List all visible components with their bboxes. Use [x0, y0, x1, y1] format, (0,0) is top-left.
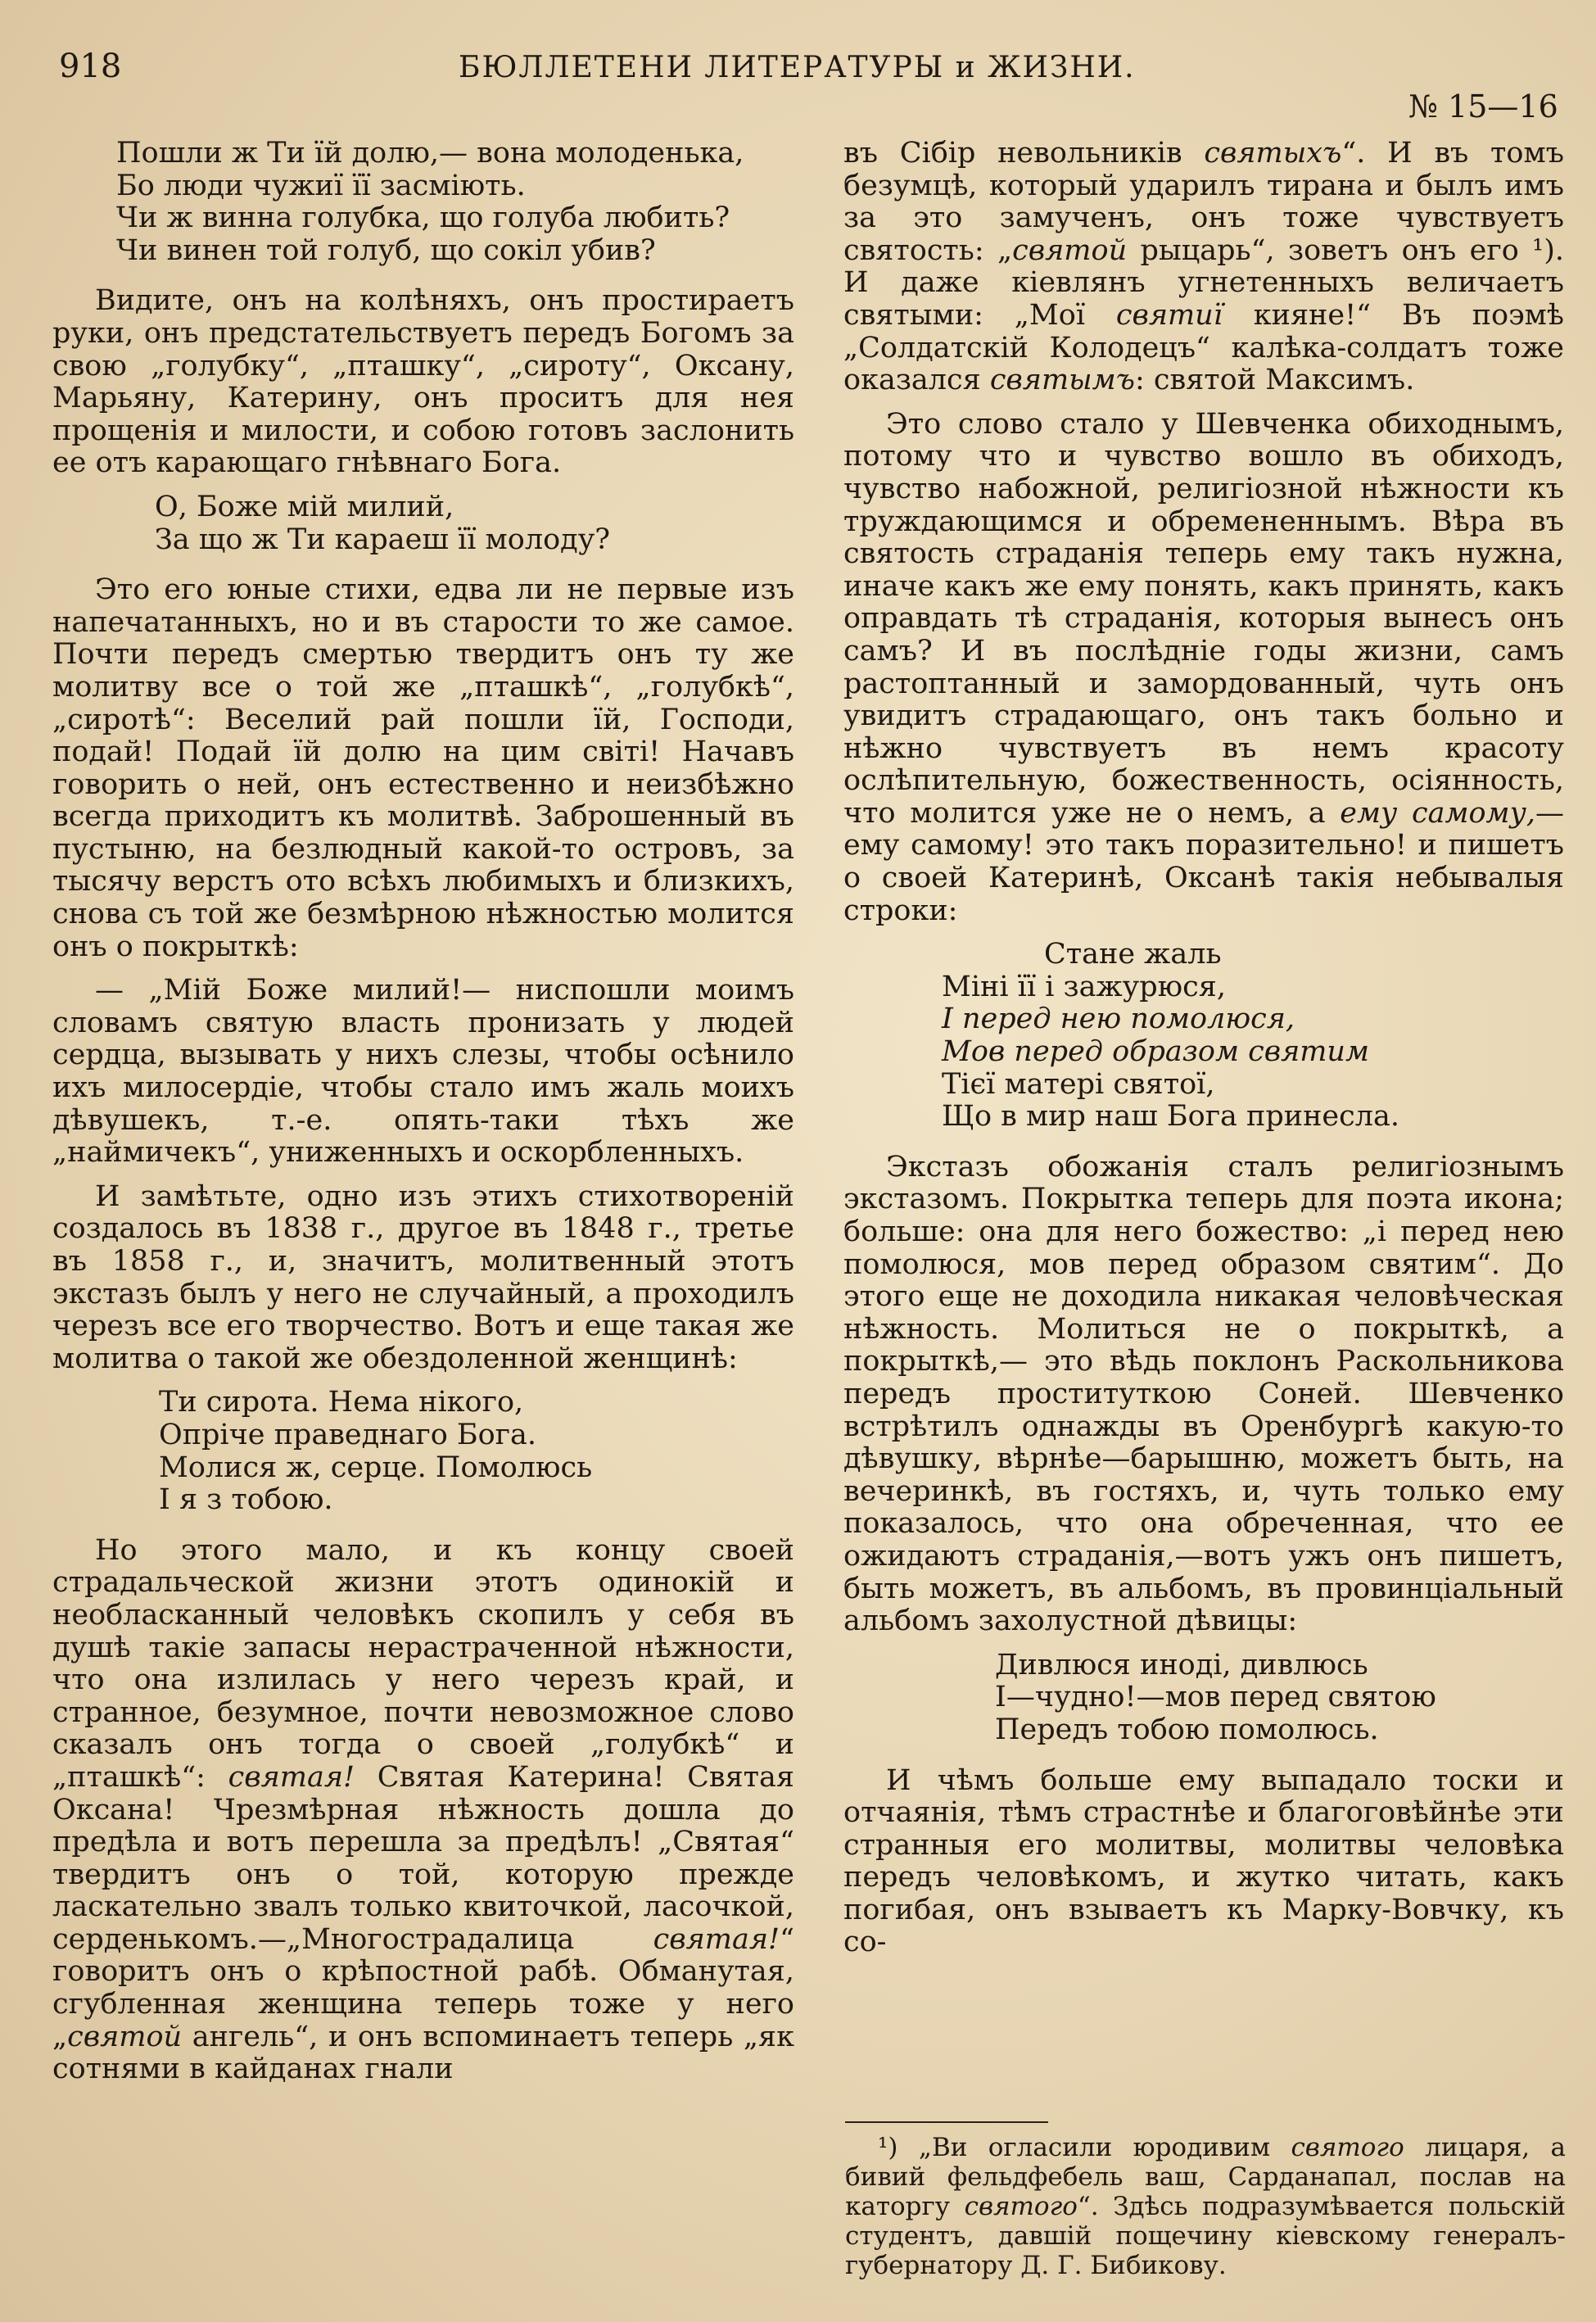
text-run: кияне!“ Въ поэмѣ „Солдатскій Колодецъ“ калѣка-солдатъ тоже оказался	[843, 298, 1564, 397]
footnote-rule	[845, 2121, 1048, 2123]
verse-line: І я з тобою.	[159, 1483, 333, 1517]
paragraph: Экстазъ обожанія сталъ религіознымъ экстазомъ. Покрытка теперь для поэта икона; больше: она для него божество: „і перед нею помолюся, мов перед образом святим“. До этого еще не доходила никакая человѣческая нѣжность. Молиться не о покрыткѣ, а покрыткѣ,— это вѣдь поклонъ Раскольникова передъ проституткою Соней. Шевченко встрѣтилъ однажды въ Оренбургѣ какую-то дѣвушку, вѣрнѣе—барышню, можетъ быть, на вечеринкѣ, въ гостяхъ, и, чуть только ему показалось, что она обреченная, что ее ожидаютъ страданія,—вотъ ужъ онъ пишетъ, быть можетъ, въ альбомъ, въ провинціальный альбомъ захолустной дѣвицы:	[843, 1150, 1564, 1638]
verse-line: О, Боже мій милий,	[155, 490, 454, 523]
verse-line: Стане жаль	[1044, 938, 1222, 971]
emphasis: святымъ	[989, 364, 1135, 397]
emphasis: Мов перед образом святим	[942, 1035, 1369, 1069]
issue-number: № 15—16	[1408, 88, 1558, 124]
text-run: “. Здѣсь подразумѣвается польскій студентъ, давшій пощечину кіевскому генералъ-губернатору Д. Г. Бибикову.	[845, 2192, 1566, 2280]
running-title: БЮЛЛЕТЕНИ ЛИТЕРАТУРЫ и ЖИЗНИ.	[459, 51, 1136, 84]
verse-block	[52, 1387, 794, 1516]
text-run: Но этого мало, и къ концу своей страдальческой жизни этотъ одинокій и необласканный человѣкъ скопилъ у себя въ душѣ такіе запасы нерастраченной нѣжности, что она излилась у него черезъ край, и странное, безумное, почти невозможное слово сказалъ онъ тогда о своей „голубкѣ“ и „пташкѣ“:	[52, 1533, 794, 1794]
text-run: “. И въ томъ безумцѣ, который ударилъ тирана и былъ имъ за это замученъ, онъ тоже чувствуетъ святость: „	[843, 137, 1564, 267]
verse-line	[843, 1003, 1564, 1036]
emphasis: святого	[964, 2192, 1078, 2221]
text-run: Это слово стало у Шевченка обиходнымъ, потому что и чувство вошло въ обиходъ, чувство набожной, религіозной нѣжности къ труждающимся и обремененнымъ. Вѣра въ святость страданія теперь ему такъ нужна, иначе какъ же ему понять, какъ принять, какъ оправдать тѣ страданія, которыя вынесъ онъ самъ? И въ послѣдніе годы жизни, самъ растоптанный и замордованный, чуть онъ увидитъ страдающаго, онъ такъ больно и нѣжно чувствуетъ въ немъ красоту ослѣпительную, божественность, осіянность, что молится уже не о немъ, а	[843, 407, 1564, 830]
paragraph: Видите, онъ на колѣняхъ, онъ простираетъ руки, онъ предстательствуетъ передъ Богомъ за свою „голубку“, „пташку“, „сироту“, Оксану, Марьяну, Катерину, онъ проситъ для нея прощенія и милости, и собою готовъ заслонить ее отъ карающаго гнѣвнаго Бога.	[52, 284, 794, 480]
verse-line: Чи винен той голуб, що сокіл убив?	[116, 233, 656, 267]
verse-line: Чи ж винна голубка, що голуба любить?	[116, 201, 730, 235]
paragraph: И чѣмъ больше ему выпадало тоски и отчаянія, тѣмъ страстнѣе и благоговѣйнѣе эти странныя его молитвы, молитвы человѣка передъ человѣкомъ, и жутко читать, какъ погибая, онъ взываетъ къ Марку-Вовчку, къ со-	[843, 1763, 1564, 1959]
emphasis: святой	[1012, 233, 1128, 267]
verse-line: Бо люди чужиї її засміють.	[116, 169, 526, 202]
paragraph	[843, 409, 1564, 928]
verse-line: Міні її і зажурюся,	[942, 970, 1226, 1003]
verse-line: Пошли ж Ти їй долю,— вона молоденька,	[116, 137, 744, 170]
paragraph	[843, 138, 1564, 397]
verse-block	[52, 138, 794, 267]
emphasis: святой	[67, 2020, 183, 2053]
emphasis: святиї	[1115, 298, 1223, 332]
page-number: 918	[59, 48, 122, 85]
verse-line: Опріче праведнаго Бога.	[159, 1418, 537, 1451]
paragraph: И замѣтьте, одно изъ этихъ стихотвореній создалось въ 1838 г., другое въ 1848 г., третье въ 1858 г., и, значитъ, молитвенный этотъ экстазъ былъ у него не случайный, а проходилъ черезъ все его творчество. Вотъ и еще такая же молитва о такой же обездоленной женщинѣ:	[52, 1179, 794, 1375]
emphasis: ему самому,	[1340, 796, 1536, 830]
text-run: рыцарь“, зоветъ онъ его ¹). И даже кіевлянъ угнетенныхъ величаетъ святыми: „Мої	[843, 233, 1564, 332]
verse-block	[843, 939, 1564, 1134]
footnote-text	[845, 2133, 1566, 2280]
text-run: въ Сібір невольників	[843, 137, 1205, 170]
verse-line: Що в мир наш Бога принесла.	[942, 1100, 1399, 1134]
right-column	[843, 138, 1564, 1971]
verse-line	[843, 1036, 1564, 1069]
emphasis: святая!	[653, 1922, 780, 1956]
verse-line: Тієї матері святої,	[942, 1067, 1215, 1101]
paragraph: — „Мій Боже милий!— ниспошли моимъ словамъ святую власть пронизать у людей сердца, вызывать у нихъ слезы, чтобы осѣнило ихъ милосердіе, чтобы стало имъ жаль моихъ дѣвушекъ, т.-е. опять-таки тѣхъ же „наймичекъ“, униженныхъ и оскорбленныхъ.	[52, 974, 794, 1170]
paragraph	[52, 1535, 794, 2086]
paragraph: Это его юные стихи, едва ли не первые изъ напечатанныхъ, но и въ старости то же самое. Почти передъ смертью твердитъ онъ ту же молитву все о той же „пташкѣ“, „голубкѣ“, „сиротѣ“: Веселий рай пошли їй, Господи, подай! Подай їй долю на цим світі! Начавъ говорить о ней, онъ естественно и неизбѣжно всегда приходитъ къ молитвѣ. Заброшенный въ пустыню, на безлюдный какой-то островъ, за тысячу верстъ ото всѣхъ любимыхъ и близкихъ, снова съ той же безмѣрною нѣжностью молится онъ о покрыткѣ:	[52, 573, 794, 963]
text-run: ¹) „Ви огласили юродивим	[878, 2133, 1291, 2162]
emphasis: святая!	[228, 1760, 355, 1794]
text-run: : святой Максимъ.	[1135, 364, 1415, 397]
verse-block	[52, 491, 794, 556]
emphasis: святыхъ	[1204, 137, 1342, 170]
verse-line: Передъ тобою помолюсь.	[995, 1713, 1379, 1746]
verse-line: Дивлюся иноді, дивлюсь	[995, 1648, 1368, 1682]
left-column	[52, 138, 794, 2098]
text-run: — ему самому! это такъ поразительно! и пишетъ о своей Катеринѣ, Оксанѣ такія небывалыя строки:	[843, 796, 1565, 927]
verse-line: За що ж Ти караеш її молоду?	[155, 523, 611, 556]
verse-line: І—чудно!—мов перед святою	[995, 1681, 1436, 1714]
verse-block	[843, 1650, 1564, 1747]
verse-line: Ти сирота. Нема нікого,	[159, 1386, 524, 1419]
text-run: лицаря, а бивий фельдфебель ваш, Сарданапал, послав на каторгу	[845, 2133, 1567, 2221]
footnote	[845, 2133, 1566, 2280]
text-run: Святая Катерина! Святая Оксана! Чрезмѣрная нѣжность дошла до предѣла и вотъ перешла за предѣлъ! „Святая“ твердитъ онъ о той, которую прежде ласкательно звалъ только квиточкой, ласочкой, серденькомъ.—„Многострадалица	[52, 1760, 794, 1956]
verse-line: Молися ж, серце. Помолюсь	[159, 1451, 593, 1484]
text-run: ангель“, и онъ вспоминаетъ теперь „як сотнями в кайданах гнали	[52, 2020, 794, 2086]
emphasis: святого	[1291, 2133, 1404, 2162]
text-run: “ говоритъ онъ о крѣпостной рабѣ. Обманутая, сгубленная женщина теперь тоже у него „	[52, 1922, 794, 2053]
emphasis: І перед нею помолюся,	[942, 1003, 1295, 1036]
